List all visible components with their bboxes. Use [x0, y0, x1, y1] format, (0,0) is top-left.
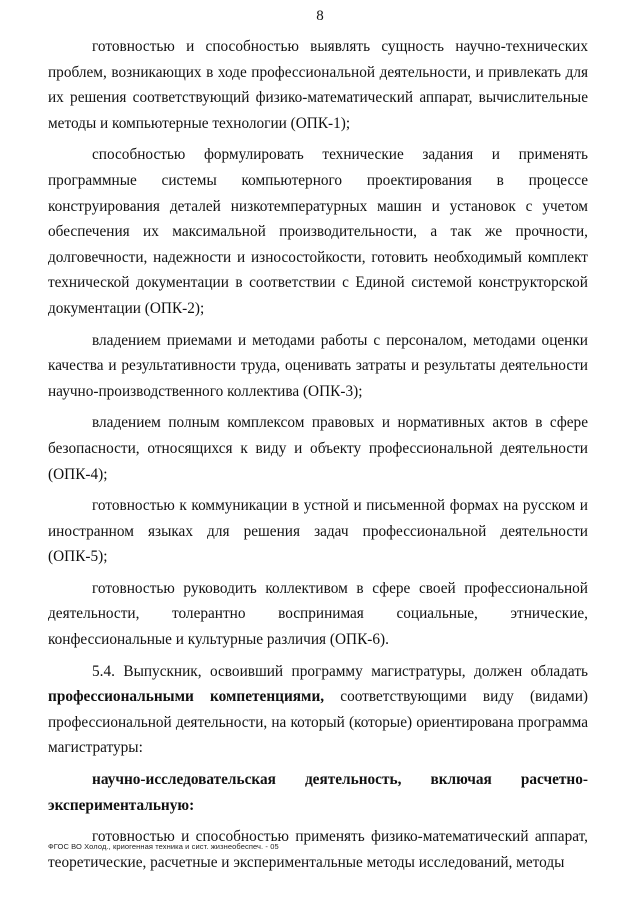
page-number: 8: [316, 8, 324, 24]
competency-opk-1: готовностью и способностью выявлять сущность научно-технических проблем, возникающих в ходе профессиональной деятельности, и привлекать для их решения соответствующий физико-математический аппарат, вычислительные методы и компьютерные технологии (ОПК-1);: [48, 38, 588, 132]
competency-opk-2: способностью формулировать технические задания и применять программные системы компьютерного проектирования в процессе конструирования деталей низкотемпературных машин и установок с учетом обеспечения их максимальной производительности, а так же прочности, долговечности, надежности и износостойкости, готовить необходимый комплект технической документации в соответствии с Единой системой конструкторской документации (ОПК-2);: [48, 146, 588, 317]
competency-opk-5: готовностью к коммуникации в устной и письменной формах на русском и иностранном языках для решения задач профессиональной деятельности (ОПК-5);: [48, 497, 588, 566]
section-5-4-tail: соответствующими виду (видами) профессиональной деятельности, на который (которые) ориентирована программа магистратуры:: [48, 688, 588, 757]
activity-heading: [48, 767, 588, 818]
competency-opk-3: владением приемами и методами работы с персоналом, методами оценки качества и результативности труда, оценивать затраты и результаты деятельности научно-производственного коллектива (ОПК-3);: [48, 331, 588, 400]
competency-opk-4: владением полным комплексом правовых и нормативных актов в сфере безопасности, относящихся к виду и объекту профессиональной деятельности (ОПК-4);: [48, 414, 588, 483]
last-paragraph: готовностью и способностью применять физико-математический аппарат, теоретические, расчетные и экспериментальные методы исследований, методы: [48, 828, 588, 871]
section-5-4-paragraph: [48, 659, 588, 761]
page-content: [48, 34, 588, 875]
section-5-4-lead: 5.4. Выпускник, освоивший программу магистратуры, должен обладать: [92, 662, 588, 680]
page-footer: ФГОС ВО Холод., криогенная техника и сист. жизнеобеспеч. - 05: [48, 842, 279, 851]
activity-heading-text: научно-исследовательская деятельность, включая расчетно-экспериментальную:: [48, 771, 588, 814]
section-5-4-bold-term: профессиональными компетенциями,: [48, 688, 325, 706]
competency-opk-6: готовностью руководить коллективом в сфере своей профессиональной деятельности, толерантно воспринимая социальные, этнические, конфессиональные и культурные различия (ОПК-6).: [48, 579, 588, 649]
